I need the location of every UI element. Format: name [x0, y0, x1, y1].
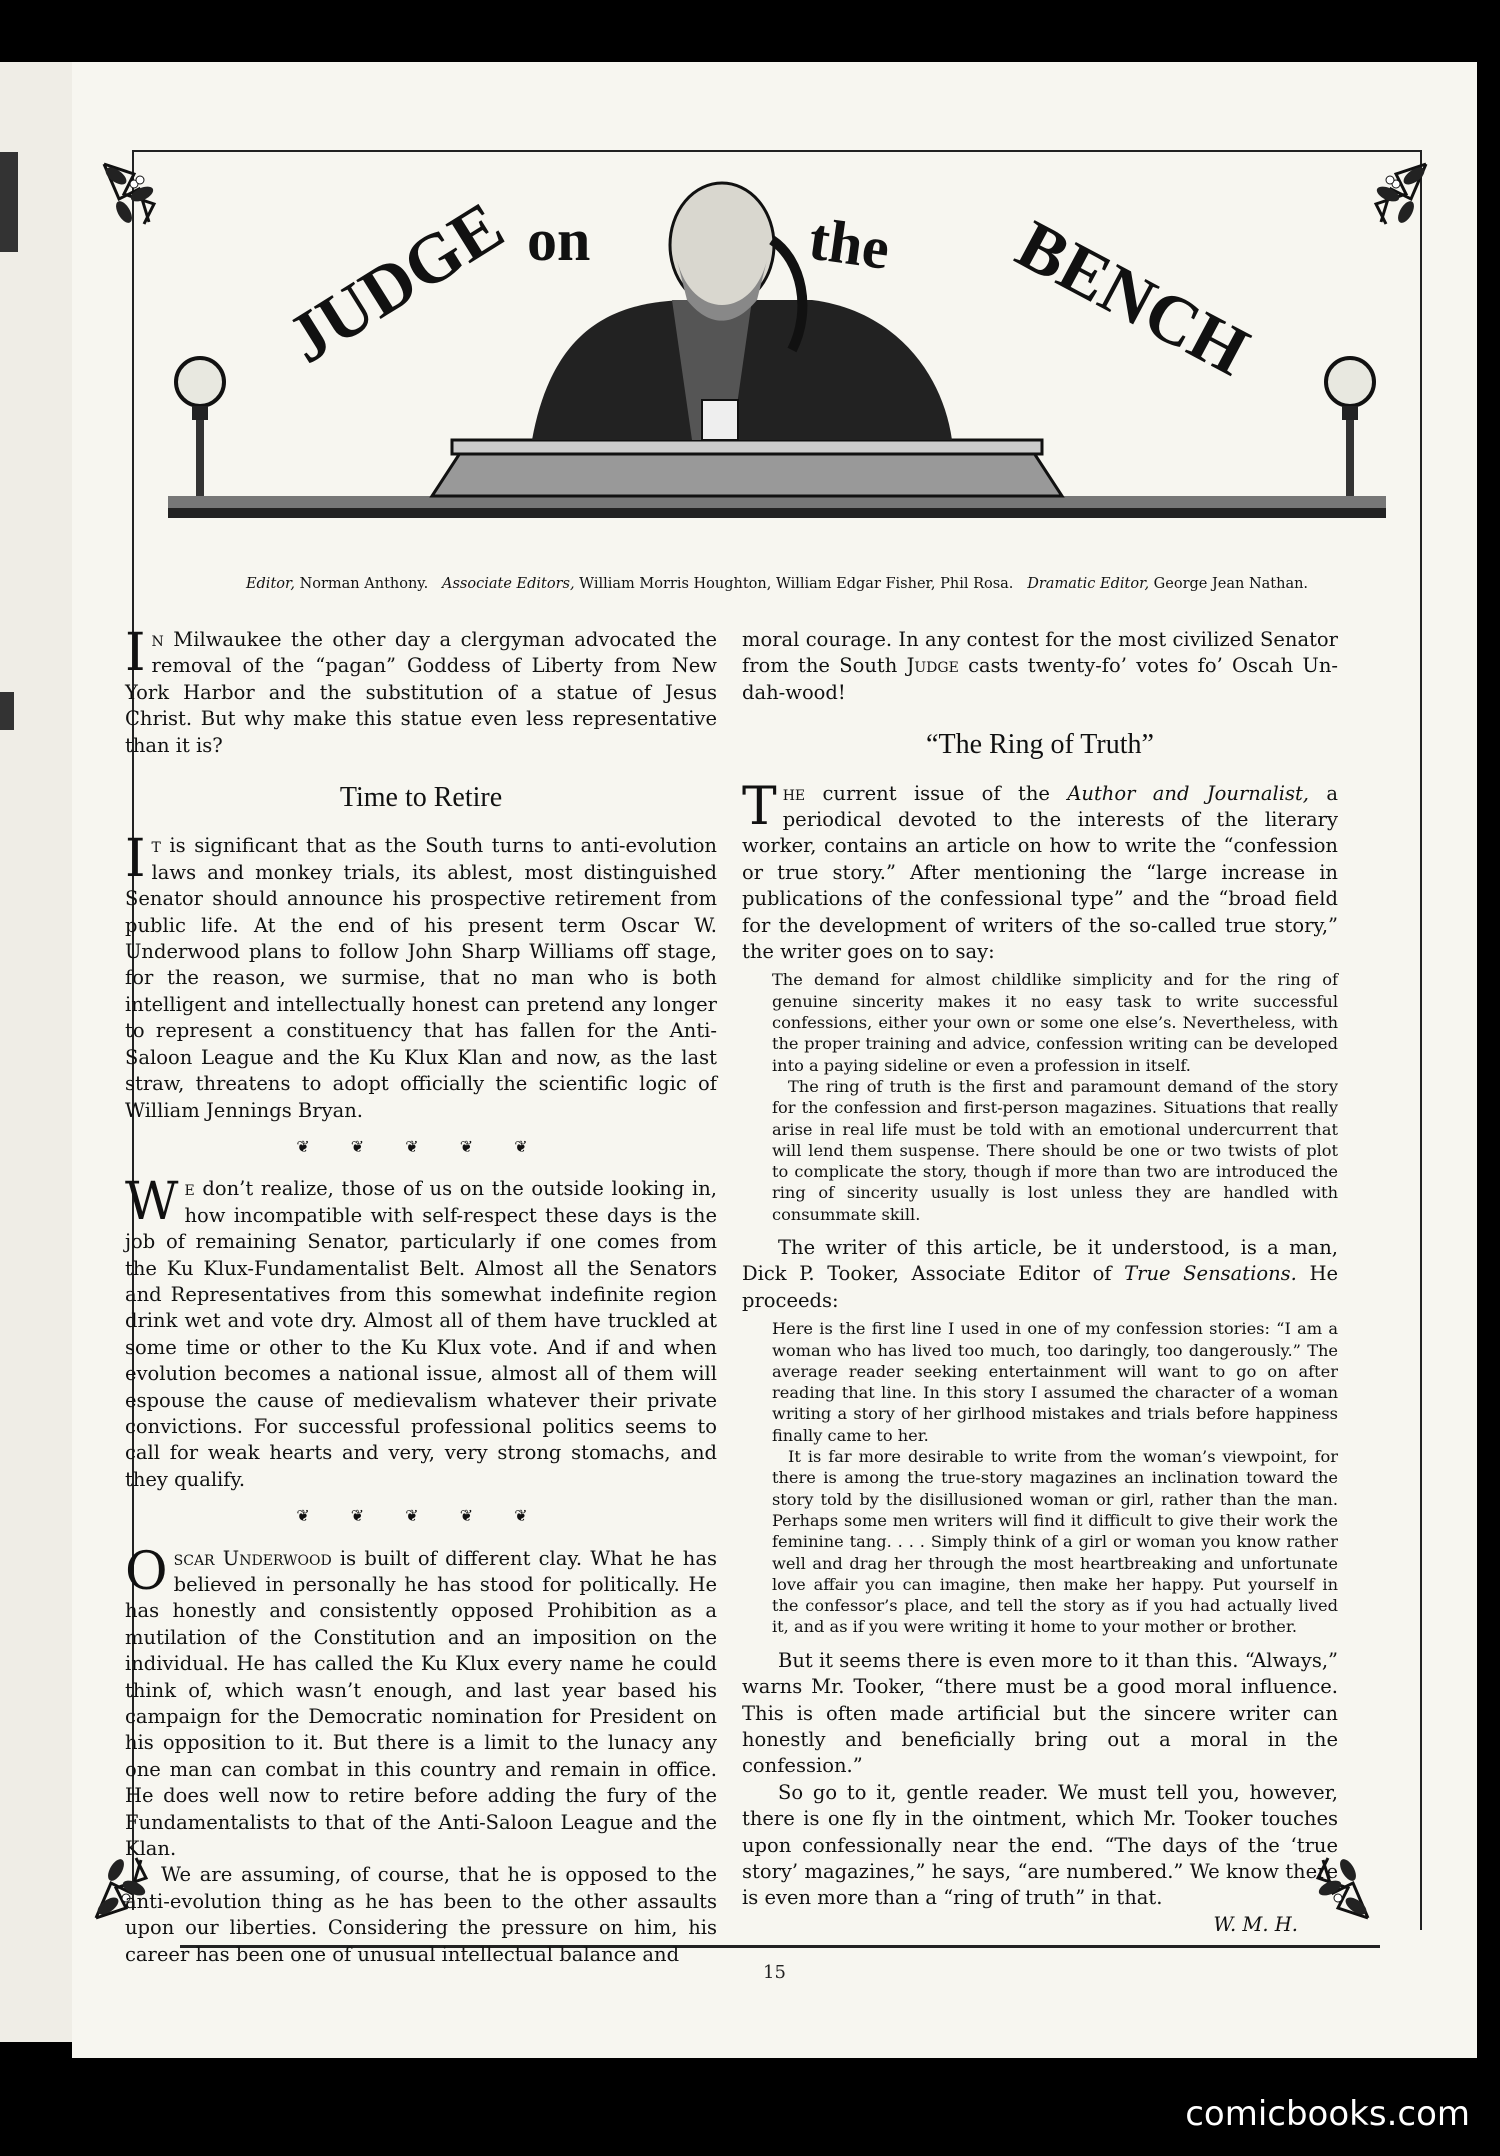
masthead-title-bench: BENCH [1004, 206, 1261, 391]
section-ornament: ❦ ❦ ❦ ❦ ❦ [296, 1136, 546, 1156]
left-page-ornament [0, 152, 18, 252]
page-number: 15 [763, 1962, 786, 1983]
drop-cap: O [125, 1541, 168, 1602]
masthead-title-on: on [527, 207, 591, 273]
continued-paragraph: moral courage. In any contest for the most civilized Senator from the South Judge casts twenty-fo’ votes fo’ Oscah Un-dah-wood! [742, 628, 1338, 704]
editorial-credits [132, 576, 1422, 592]
drop-cap: I [125, 623, 146, 683]
masthead-illustration [132, 150, 1422, 580]
lamp-post-right-icon [1326, 358, 1374, 510]
masthead-title-the: the [805, 205, 894, 283]
paragraph-truth-2: The writer of this article, be it understood, is a man, Dick P. Tooker, Associate Editor of True Sensations. He proceeds: [742, 1236, 1338, 1312]
masthead-title-judge: JUDGE [274, 187, 517, 379]
editor-name: Norman Anthony. [299, 576, 429, 592]
paragraph-truth-1: The current issue of the Author and Journalist, a periodical devoted to the interests of the literary worker, contains an article on how to write the “confession or true story.” After mentioning the “large increase in publications of the confessional type” and the “broad field for the development of writers of the so-called true story,” the writer goes on to say: [742, 776, 1339, 964]
watermark: comicbooks.com [1185, 2094, 1470, 2134]
paragraph-retire-2: We don’t realize, those of us on the outside looking in, how incompatible with self-respect these days is the job of remaining Senator, particularly if one comes from the Ku Klux-Fundamentalist Belt. Almost all the Senators and Representatives from this somewhat indefinite region drink wet and vote dry. Almost all of them have truckled at some time or other to the Ku Klux vote. And if and when evolution becomes a national issue, almost all of them will espouse the cause of medievalism whatever their private convictions. For successful professional politics seems to call for weak hearts and very, very strong stomachs, and they qualify. [125, 1172, 717, 1491]
associate-editors-label: Associate Editors, [442, 576, 575, 592]
paragraph-retire-1: It is significant that as the South turns to anti-evolution laws and monkey trials, its ablest, most distinguished Senator should announce his prospective retirement from public life. At the end of his present term Oscar W. Underwood plans to follow John Sharp Williams off stage, for the reason, we surmise, that no man who is both intelligent and intellectually honest can pretend any longer to represent a constituency that has fallen for the Anti-Saloon League and the Ku Klux Klan and now, as the last straw, threatens to adopt officially the scientific logic of William Jennings Bryan. [125, 829, 717, 1122]
paragraph-truth-4: So go to it, gentle reader. We must tell you, however, there is one fly in the ointment, which Mr. Tooker touches upon confessionally near the end. “The days of the ‘true story’ magazines,” he says, “are numbered.” We know there is even more than a “ring of truth” in that. [742, 1780, 1338, 1910]
heading-ring-of-truth: “The Ring of Truth” [926, 729, 1154, 761]
lamp-post-left-icon [176, 358, 224, 510]
left-column [125, 623, 717, 1968]
magazine-page [72, 62, 1477, 2058]
left-page-ornament [0, 692, 14, 730]
paragraph-truth-3: But it seems there is even more to it than this. “Always,” warns Mr. Tooker, “there must be a good moral influence. This is often made artificial but the sincere writer can honestly and beneficially bring out a moral in the confession.” [742, 1648, 1338, 1778]
left-page-edge [0, 62, 75, 2042]
associate-editors-names: William Morris Houghton, William Edgar Fisher, Phil Rosa. [579, 576, 1014, 592]
drop-cap: W [125, 1172, 179, 1233]
block-quote-1: The demand for almost childlike simplicity and for the ring of genuine sincerity makes it no easy task to write successful confessions, either your own or some one else’s. Nevertheless, with the proper training and advice, confession writing can be developed into a paying sideline or even a profession in itself. The ring of truth is the first and paramount demand of the story for the confession and first-person magazines. Situations that really arise in real life must be told with an emotional undercurrent that will lend them suspense. There should be one or two twists of plot to complicate the story, though if more than two are introduced the ring of sincerity usually is lost unless they are handled with consummate skill. [772, 970, 1338, 1224]
masthead [132, 150, 1422, 580]
editor-label: Editor, [245, 576, 295, 592]
section-ornament: ❦ ❦ ❦ ❦ ❦ [296, 1506, 546, 1526]
intro-paragraph: In Milwaukee the other day a clergyman advocated the removal of the “pagan” Goddess of Liberty from New York Harbor and the substitution of a statue of Jesus Christ. But why make this statue even less representative than it is? [125, 623, 717, 757]
dramatic-editor-name: George Jean Nathan. [1153, 576, 1309, 592]
signature: W. M. H. [1213, 1912, 1298, 1936]
dramatic-editor-label: Dramatic Editor, [1027, 576, 1150, 592]
drop-cap: T [742, 776, 777, 837]
block-quote-2: Here is the first line I used in one of my confession stories: “I am a woman who has lived too much, too daringly, too dangerously.” The average reader seeking entertainment will want to go on after reading that line. In this story I assumed the character of a woman writing a story of her girlhood mistakes and trials before happiness finally came to her. It is far more desirable to write from the woman’s viewpoint, for there is among the true-story magazines an inclination toward the story told by the disillusioned woman or girl, rather than the man. Perhaps some men writers will find it difficult to give their work the feminine tang. . . . Simply think of a girl or woman you know rather well and drag her through the most heartbreaking and unfortunate love affair you can imagine, then make her happy. Put yourself in the confessor’s place, and tell the story as if you had actually lived it, and as if you were writing it home to your mother or brother. [772, 1319, 1338, 1637]
heading-time-to-retire: Time to Retire [339, 782, 503, 814]
right-column [742, 627, 1338, 1938]
drop-cap: I [125, 829, 146, 890]
paragraph-retire-3: Oscar Underwood is built of different clay. What he has believed in personally he has stood for politically. He has honestly and consistently opposed Prohibition as a mutilation of the Constitution and an imposition on the individual. He has called the Ku Klux every name he could think of, which wasn’t enough, and last year based his campaign for the Democratic nomination for President on his opposition to it. But there is a limit to the lunacy any one man can combat in this country and remain in office. He does well now to retire before adding the fury of the Fundamentalists to that of the Anti-Saloon League and the Klan. [125, 1541, 717, 1861]
paragraph-retire-4: We are assuming, of course, that he is opposed to the anti-evolution thing as he has been to the other assaults upon our liberties. Considering the pressure on him, his career has been one of unusual intellectual balance and [125, 1863, 717, 1966]
